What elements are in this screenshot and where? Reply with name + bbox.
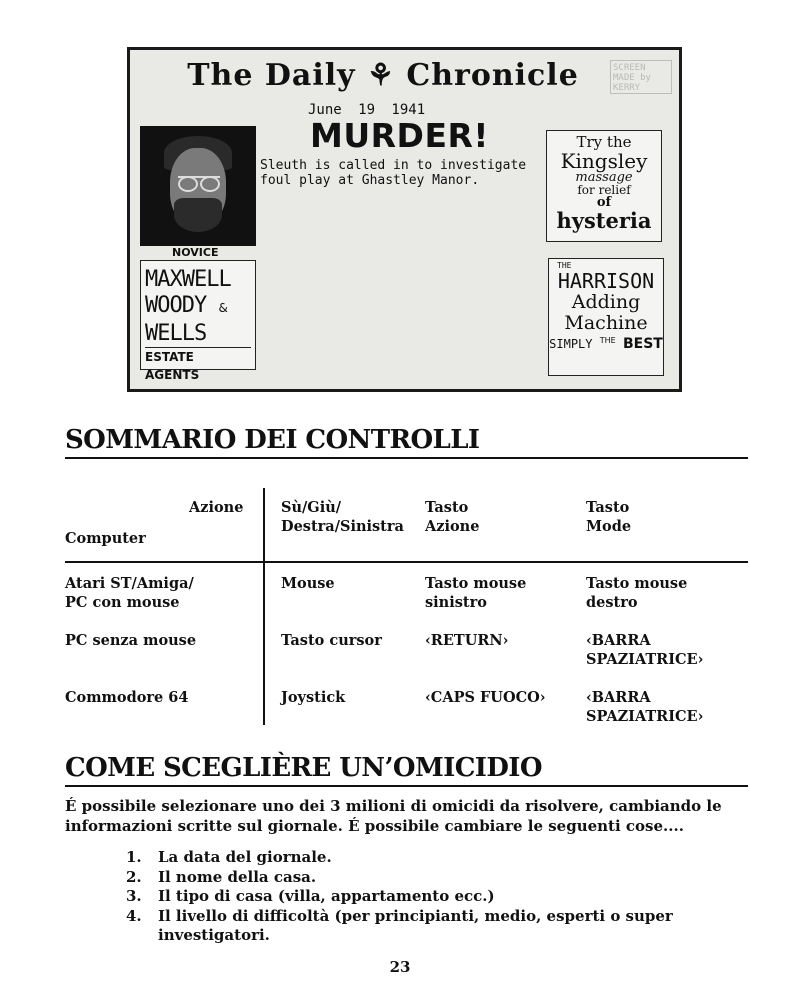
page-number: 23 [389, 958, 411, 976]
list-text: La data del giornale. [158, 848, 332, 866]
ad-kingsley-line: Try the [576, 133, 632, 151]
header-action [425, 498, 479, 536]
row-computer: Commodore 64 [65, 689, 189, 706]
ad-maxwell-line: WELLS [145, 321, 207, 346]
row-action: ‹RETURN› [425, 632, 509, 649]
difficulty-label: NOVICE [172, 246, 219, 259]
header-move [281, 498, 404, 536]
list-item [126, 907, 726, 946]
newspaper-story: Sleuth is called in to investigate foul play at Ghastley Manor. [260, 158, 527, 188]
list-number: 3. [126, 887, 142, 905]
list-item [126, 868, 726, 888]
made-by-stamp: SCREEN MADE by KERRY [610, 60, 672, 94]
row-action-line: Tasto mouse [425, 575, 527, 592]
ad-harrison-line: Adding [571, 291, 641, 313]
portrait-glasses [178, 176, 220, 192]
list-text: Il tipo di casa (villa, appartamento ecc.) [158, 887, 495, 905]
intro-paragraph: É possibile selezionare uno dei 3 milioni di omicidi da risolvere, cambiando le informazioni scritte sul giornale. É possibile cambiare le seguenti cose.... [65, 797, 722, 835]
newspaper-headline: MURDER! [310, 116, 489, 155]
ad-harrison-the: THE [599, 336, 616, 345]
detective-portrait [140, 126, 256, 246]
row-computer: PC senza mouse [65, 632, 197, 649]
header-mode [586, 498, 631, 536]
ad-harrison-line: HARRISON [557, 269, 655, 293]
row-action [425, 574, 526, 612]
row-computer-line: PC con mouse [65, 594, 180, 611]
ad-maxwell-line: ESTATE AGENTS [145, 347, 251, 384]
ad-estate-agents [140, 260, 256, 382]
list-text: Il livello di difficoltà (per principianti, medio, esperti o super investigatori. [158, 906, 673, 944]
ad-kingsley-line: Kingsley [560, 149, 648, 173]
header-action-line: Azione [425, 518, 480, 535]
ad-maxwell-line [145, 293, 255, 321]
header-computer: Computer [65, 530, 146, 547]
ad-kingsley-massage [546, 130, 662, 242]
header-action-line: Tasto [425, 499, 469, 516]
row-mode-line: Tasto mouse [586, 575, 688, 592]
row-action: ‹CAPS FUOCO› [425, 689, 546, 706]
row-computer-line: Atari ST/Amiga/ [65, 575, 194, 592]
row-mode [586, 631, 703, 669]
row-move: Mouse [281, 575, 335, 592]
header-mode-line: Tasto [586, 499, 630, 516]
row-mode [586, 688, 703, 726]
row-move: Joystick [281, 689, 346, 706]
section-title-choose-murder: COME SCEGLIÈRE UN’OMICIDIO [65, 752, 748, 787]
newspaper-masthead: The Daily ⚘ Chronicle [187, 58, 579, 93]
header-move-line: Sù/Giù/ [281, 499, 342, 516]
row-computer [65, 574, 194, 612]
ad-maxwell-woody: WOODY [145, 293, 207, 318]
ad-harrison-adding-machine [548, 258, 664, 376]
ad-kingsley-line: for relief [577, 183, 631, 197]
row-move: Tasto cursor [281, 632, 382, 649]
list-item [126, 887, 726, 907]
row-mode [586, 574, 687, 612]
row-action-line: sinistro [425, 594, 487, 611]
ad-harrison-line: Machine [564, 312, 648, 334]
list-number: 4. [126, 906, 142, 925]
ad-kingsley-line: hysteria [556, 208, 652, 233]
list-number: 1. [126, 848, 142, 866]
ad-harrison-line: THE [557, 261, 572, 270]
ad-kingsley-line: of [596, 195, 612, 210]
row-mode-line: destro [586, 594, 638, 611]
header-move-line: Destra/Sinistra [281, 518, 404, 535]
row-mode-line: SPAZIATRICE› [586, 708, 704, 725]
list-item [126, 848, 726, 868]
options-list [126, 848, 726, 946]
row-mode-line: SPAZIATRICE› [586, 651, 704, 668]
header-mode-line: Mode [586, 518, 632, 535]
ad-maxwell-ampersand: & [218, 301, 227, 315]
controls-table [65, 488, 748, 728]
section-title-controls: SOMMARIO DEI CONTROLLI [65, 424, 748, 459]
portrait-beard [174, 198, 222, 232]
row-mode-line: ‹BARRA [586, 632, 651, 649]
ad-harrison-tagline [549, 334, 663, 351]
row-mode-line: ‹BARRA [586, 689, 651, 706]
header-azione: Azione [189, 499, 244, 516]
ad-maxwell-line: MAXWELL [145, 267, 231, 292]
ad-harrison-simply: SIMPLY [549, 337, 593, 351]
ad-kingsley-line: massage [575, 170, 633, 185]
list-number: 2. [126, 867, 142, 886]
table-horizontal-rule [65, 561, 748, 563]
newspaper-screenshot [127, 47, 682, 392]
newspaper-date: June 19 1941 [308, 102, 426, 118]
ad-harrison-best: BEST [622, 336, 663, 352]
list-text: Il nome della casa. [158, 867, 317, 886]
table-vertical-rule [263, 488, 265, 725]
